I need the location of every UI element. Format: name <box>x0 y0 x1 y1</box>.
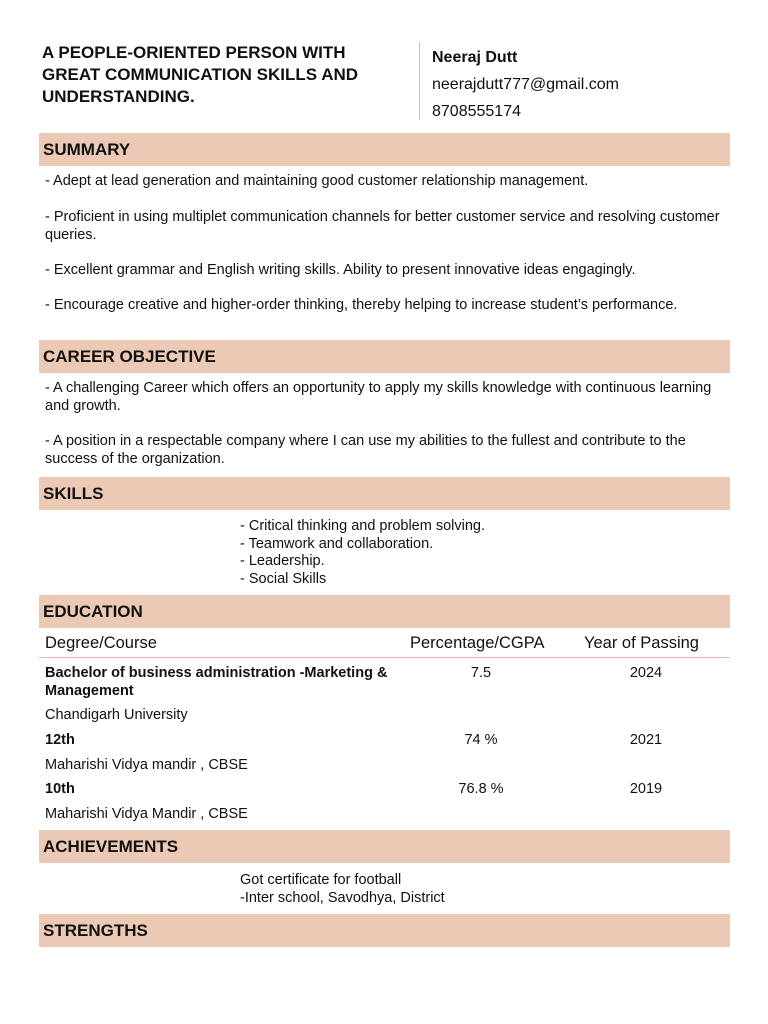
section-achievements-title: ACHIEVEMENTS <box>39 830 730 863</box>
skill-item: - Teamwork and collaboration. <box>240 535 434 552</box>
header-divider <box>419 42 420 120</box>
header-year: Year of Passing <box>584 634 699 652</box>
email-text: neerajdutt777@gmail.com <box>432 76 620 93</box>
summary-item: - Proficient in using multiplet communication channels for better customer service and resolving customer queries. <box>45 209 720 243</box>
section-skills-title: SKILLS <box>39 477 730 510</box>
summary-item: - Adept at lead generation and maintaining good customer relationship management. <box>45 173 589 189</box>
achievement-item: -Inter school, Savodhya, District <box>240 890 445 906</box>
degree-percentage: 76.8 % <box>458 781 504 797</box>
summary-item: - Encourage creative and higher-order thinking, thereby helping to increase student’s performance. <box>45 297 678 313</box>
degree-year: 2021 <box>629 732 663 748</box>
candidate-name: Neeraj Dutt <box>432 49 518 66</box>
degree-name: Bachelor of business administration -Marketing & Management <box>45 665 388 699</box>
institution-name: Chandigarh University <box>45 707 188 723</box>
institution-name: Maharishi Vidya Mandir , CBSE <box>45 806 248 822</box>
header-percentage: Percentage/CGPA <box>410 634 545 652</box>
resume-header <box>42 42 732 122</box>
section-objective-title: CAREER OBJECTIVE <box>39 340 730 373</box>
institution-name: Maharishi Vidya mandir , CBSE <box>45 757 248 773</box>
degree-year: 2019 <box>629 781 663 797</box>
section-education-title: EDUCATION <box>39 595 730 628</box>
header-degree: Degree/Course <box>45 634 157 652</box>
phone-text: 8708555174 <box>432 103 521 120</box>
degree-year: 2024 <box>629 665 663 681</box>
objective-item: - A challenging Career which offers an opportunity to apply my skills knowledge with continuous learning and growth. <box>45 380 712 414</box>
education-table-header <box>39 628 730 658</box>
degree-percentage: 74 % <box>464 732 498 748</box>
achievement-item: Got certificate for football <box>240 872 402 888</box>
section-summary-title: SUMMARY <box>39 133 730 166</box>
objective-item: - A position in a respectable company where I can use my abilities to the fullest and contribute to the success of the organization. <box>45 433 686 467</box>
tagline: A PEOPLE-ORIENTED PERSON WITH GREAT COMMUNICATION SKILLS AND UNDERSTANDING. <box>42 43 359 106</box>
degree-name: 10th <box>45 781 75 797</box>
skills-list <box>240 518 485 588</box>
achievements-list <box>240 871 445 907</box>
section-strengths-title: STRENGTHS <box>39 914 730 947</box>
degree-percentage: 7.5 <box>470 665 492 681</box>
summary-item: - Excellent grammar and English writing skills. Ability to present innovative ideas engagingly. <box>45 262 636 278</box>
skill-item: - Social Skills <box>240 570 327 587</box>
skill-item: - Leadership. <box>240 553 325 569</box>
degree-name: 12th <box>45 732 75 748</box>
contact-block <box>432 44 619 125</box>
skill-item: - Critical thinking and problem solving. <box>240 518 485 534</box>
